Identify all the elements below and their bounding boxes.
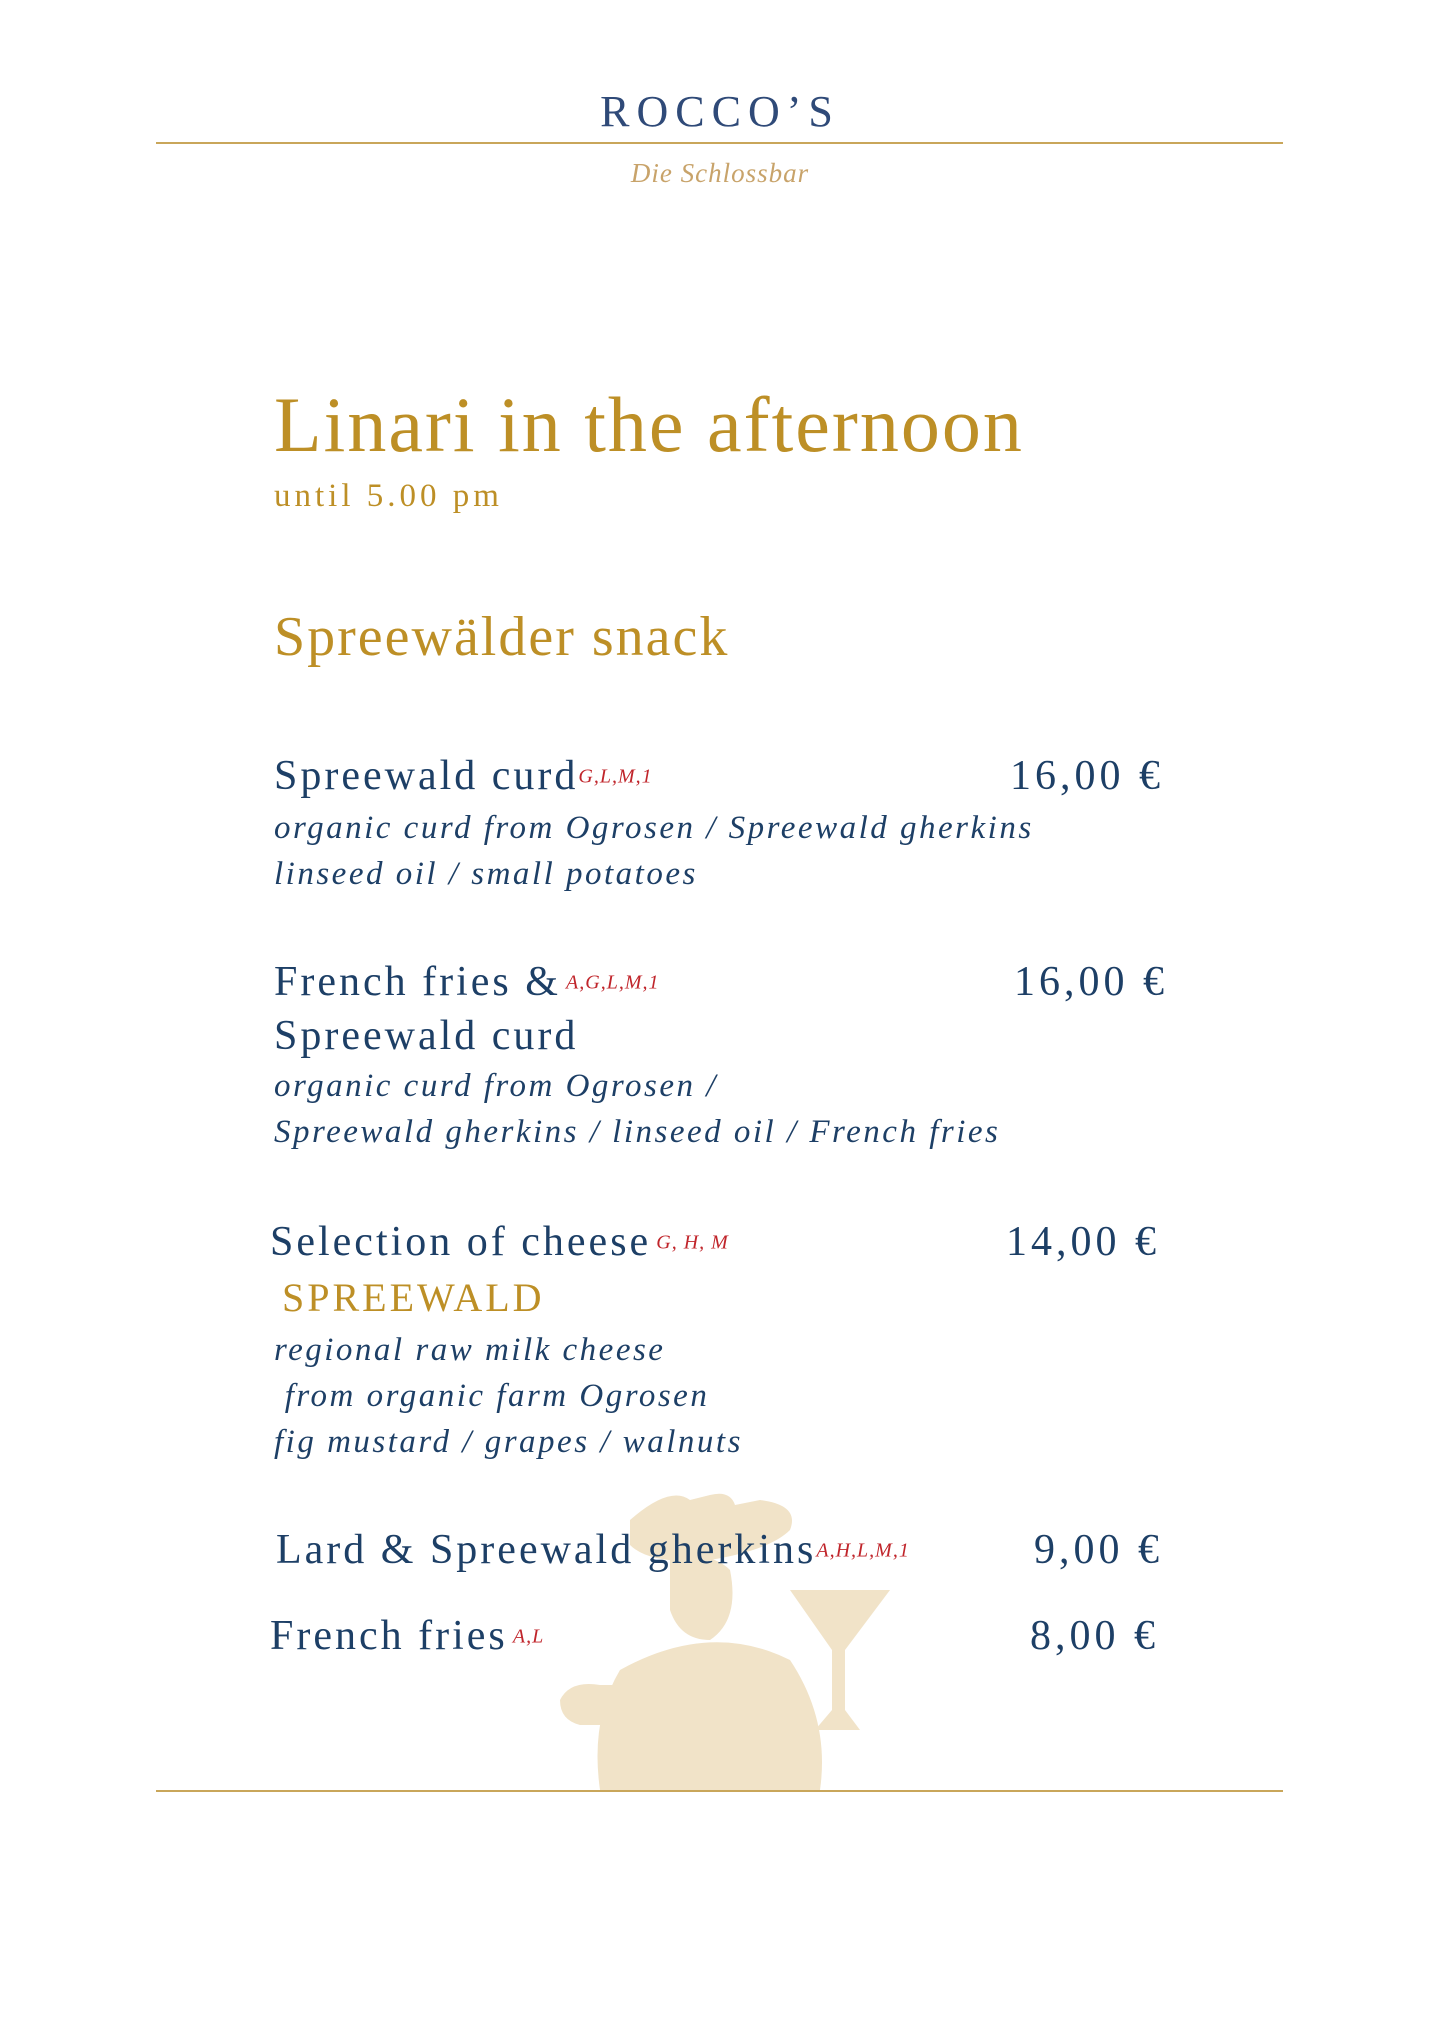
footer-divider [156,1790,1283,1792]
menu-item-lard-gherkins [276,1526,910,1574]
item-price: 14,00 € [1006,1219,1160,1265]
page-title: Linari in the afternoon [274,381,1024,468]
allergen-codes: A,G,L,M,1 [566,971,660,994]
item-description-line: regional raw milk cheese [274,1332,666,1368]
item-name: French fries & [274,959,561,1005]
item-description-line: linseed oil / small potatoes [274,856,698,892]
item-description-line: organic curd from Ogrosen / Spreewald gherkins [274,810,1034,846]
item-name: Lard & Spreewald gherkins [276,1527,817,1573]
brand-subtitle: Die Schlossbar [630,158,810,188]
item-price: 9,00 € [1034,1527,1163,1573]
menu-item-french-fries [270,1612,544,1660]
brand-logo: ROCCO’S [600,87,840,136]
item-name-line-2: Spreewald curd [274,1013,579,1059]
item-price: 8,00 € [1030,1613,1159,1659]
menu-item-selection-of-cheese [270,1218,729,1266]
item-description-line: from organic farm Ogrosen [274,1378,710,1414]
header-divider [156,142,1283,144]
item-price: 16,00 € [1014,959,1168,1005]
item-description-line: organic curd from Ogrosen / [274,1068,718,1104]
menu-item-french-fries-curd [274,958,659,1006]
allergen-codes: A,L [512,1625,545,1648]
item-name: Spreewald curd [274,753,579,799]
allergen-codes: G, H, M [656,1231,729,1254]
item-description-line: fig mustard / grapes / walnuts [274,1424,743,1460]
item-price: 16,00 € [1010,753,1164,799]
menu-item-spreewald-curd [274,752,653,800]
item-name: French fries [270,1613,508,1659]
item-origin-label: SPREEWALD [282,1275,545,1320]
allergen-codes: G,L,M,1 [578,765,653,788]
section-title: Spreewälder snack [274,606,730,668]
allergen-codes: A,H,L,M,1 [816,1539,910,1562]
item-name: Selection of cheese [270,1219,652,1265]
item-description-line: Spreewald gherkins / linseed oil / French fries [274,1114,1001,1150]
page-subtitle: until 5.00 pm [274,478,503,514]
